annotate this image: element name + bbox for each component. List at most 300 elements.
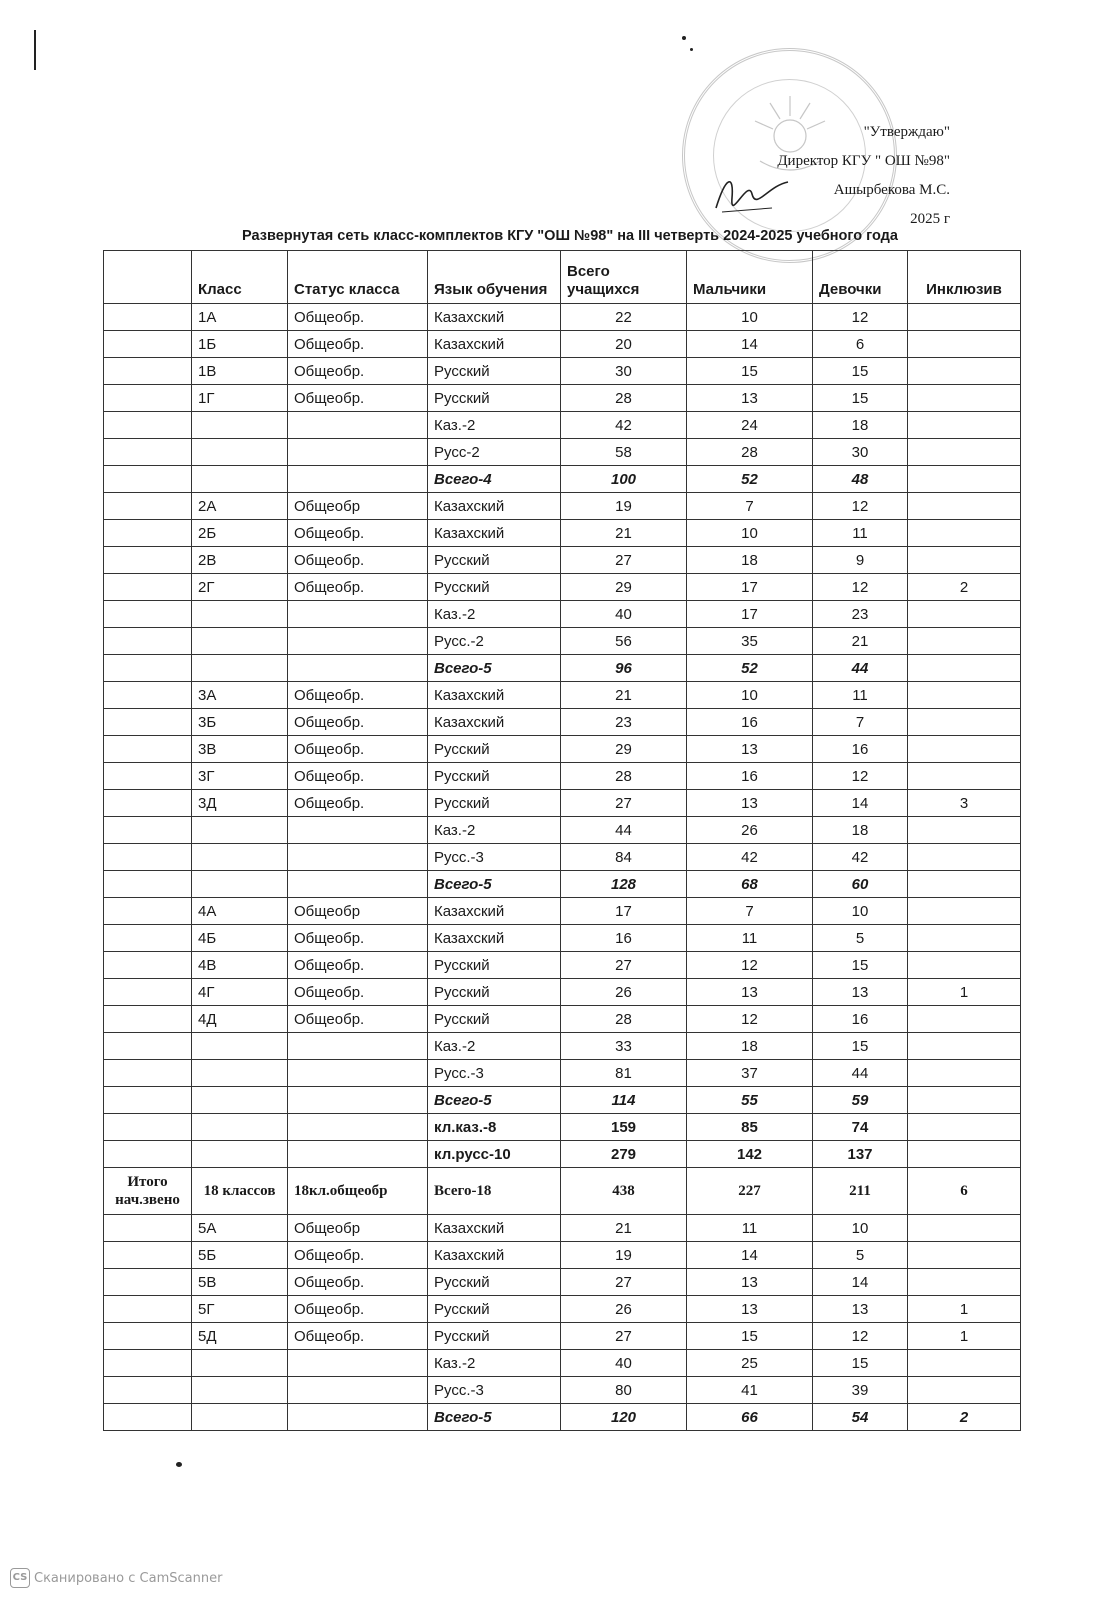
table-row (104, 466, 1021, 493)
language-cell: Русский (428, 736, 561, 763)
status-cell: Общеобр. (288, 385, 428, 412)
status-cell: Общеобр. (288, 574, 428, 601)
class-cell: 1А (192, 304, 288, 331)
girls-cell: 54 (813, 1404, 908, 1431)
table-row (104, 628, 1021, 655)
total-cell: 27 (561, 952, 687, 979)
blank-cell (104, 1377, 192, 1404)
girls-cell: 16 (813, 736, 908, 763)
girls-cell: 48 (813, 466, 908, 493)
language-cell: Русс.-3 (428, 1377, 561, 1404)
inclusive-cell (908, 547, 1021, 574)
table-row (104, 385, 1021, 412)
class-cell: 4Б (192, 925, 288, 952)
inclusive-cell (908, 520, 1021, 547)
boys-cell: 12 (687, 952, 813, 979)
total-cell: 100 (561, 466, 687, 493)
inclusive-cell (908, 358, 1021, 385)
inclusive-cell (908, 655, 1021, 682)
inclusive-cell (908, 952, 1021, 979)
blank-cell (104, 925, 192, 952)
boys-cell: 15 (687, 358, 813, 385)
language-cell: Казахский (428, 520, 561, 547)
approval-heading: "Утверждаю" (863, 124, 950, 140)
boys-cell: 37 (687, 1060, 813, 1087)
total-cell: 279 (561, 1141, 687, 1168)
class-cell (192, 412, 288, 439)
itogo-girls: 211 (813, 1168, 908, 1215)
header-girls: Девочки (813, 251, 908, 304)
blank-cell (104, 1242, 192, 1269)
girls-cell: 12 (813, 493, 908, 520)
class-cell: 4В (192, 952, 288, 979)
language-cell: Всего-5 (428, 1404, 561, 1431)
boys-cell: 14 (687, 331, 813, 358)
class-cell (192, 1404, 288, 1431)
table-row (104, 817, 1021, 844)
table-row (104, 1269, 1021, 1296)
table-row (104, 1114, 1021, 1141)
boys-cell: 25 (687, 1350, 813, 1377)
inclusive-cell (908, 628, 1021, 655)
language-cell: Русский (428, 979, 561, 1006)
language-cell: Каз.-2 (428, 412, 561, 439)
class-cell: 2Г (192, 574, 288, 601)
blank-cell (104, 331, 192, 358)
blank-cell (104, 871, 192, 898)
girls-cell: 74 (813, 1114, 908, 1141)
header-boys: Мальчики (687, 251, 813, 304)
inclusive-cell (908, 844, 1021, 871)
boys-cell: 16 (687, 709, 813, 736)
inclusive-cell (908, 817, 1021, 844)
girls-cell: 10 (813, 1215, 908, 1242)
boys-cell: 13 (687, 1296, 813, 1323)
girls-cell: 14 (813, 790, 908, 817)
total-cell: 21 (561, 1215, 687, 1242)
language-cell: Каз.-2 (428, 1350, 561, 1377)
blank-cell (104, 898, 192, 925)
total-cell: 42 (561, 412, 687, 439)
total-cell: 22 (561, 304, 687, 331)
girls-cell: 13 (813, 1296, 908, 1323)
girls-cell: 15 (813, 1350, 908, 1377)
language-cell: Русский (428, 547, 561, 574)
girls-cell: 15 (813, 1033, 908, 1060)
girls-cell: 59 (813, 1087, 908, 1114)
blank-cell (104, 1215, 192, 1242)
language-cell: Русский (428, 763, 561, 790)
boys-cell: 10 (687, 682, 813, 709)
ink-dot (176, 1462, 182, 1467)
scanner-footer (10, 1568, 222, 1588)
inclusive-cell: 3 (908, 790, 1021, 817)
blank-cell (104, 790, 192, 817)
table-row (104, 952, 1021, 979)
table-row (104, 304, 1021, 331)
class-cell: 5В (192, 1269, 288, 1296)
girls-cell: 137 (813, 1141, 908, 1168)
blank-cell (104, 1350, 192, 1377)
status-cell: Общеобр. (288, 979, 428, 1006)
language-cell: Казахский (428, 331, 561, 358)
language-cell: Казахский (428, 682, 561, 709)
class-cell (192, 439, 288, 466)
total-cell: 23 (561, 709, 687, 736)
blank-cell (104, 655, 192, 682)
boys-cell: 17 (687, 601, 813, 628)
girls-cell: 23 (813, 601, 908, 628)
girls-cell: 11 (813, 520, 908, 547)
total-cell: 81 (561, 1060, 687, 1087)
class-cell: 2А (192, 493, 288, 520)
blank-cell (104, 466, 192, 493)
boys-cell: 18 (687, 1033, 813, 1060)
status-cell: Общеобр. (288, 763, 428, 790)
table-row (104, 763, 1021, 790)
class-cell: 5Г (192, 1296, 288, 1323)
status-cell (288, 1033, 428, 1060)
inclusive-cell: 1 (908, 1296, 1021, 1323)
total-cell: 96 (561, 655, 687, 682)
language-cell: Русс-2 (428, 439, 561, 466)
table-row (104, 736, 1021, 763)
language-cell: Русский (428, 1323, 561, 1350)
status-cell: Общеобр. (288, 682, 428, 709)
blank-cell (104, 547, 192, 574)
inclusive-cell (908, 1242, 1021, 1269)
total-cell: 29 (561, 736, 687, 763)
approval-position: Директор КГУ " ОШ №98" (777, 153, 950, 169)
inclusive-cell (908, 1215, 1021, 1242)
total-cell: 27 (561, 1323, 687, 1350)
total-cell: 17 (561, 898, 687, 925)
table-row (104, 574, 1021, 601)
table-row (104, 1404, 1021, 1431)
language-cell: Русский (428, 1006, 561, 1033)
blank-cell (104, 574, 192, 601)
language-cell: Всего-4 (428, 466, 561, 493)
language-cell: Русский (428, 790, 561, 817)
girls-cell: 21 (813, 628, 908, 655)
inclusive-cell (908, 1060, 1021, 1087)
boys-cell: 7 (687, 493, 813, 520)
language-cell: Казахский (428, 1242, 561, 1269)
class-cell: 1В (192, 358, 288, 385)
class-cell (192, 1060, 288, 1087)
inclusive-cell (908, 898, 1021, 925)
class-cell (192, 1114, 288, 1141)
status-cell: Общеобр (288, 1215, 428, 1242)
language-cell: Русский (428, 358, 561, 385)
status-cell (288, 1350, 428, 1377)
class-cell (192, 1087, 288, 1114)
language-cell: Русский (428, 574, 561, 601)
class-cell (192, 871, 288, 898)
girls-cell: 9 (813, 547, 908, 574)
girls-cell: 5 (813, 1242, 908, 1269)
blank-cell (104, 1114, 192, 1141)
girls-cell: 15 (813, 358, 908, 385)
girls-cell: 5 (813, 925, 908, 952)
boys-cell: 15 (687, 1323, 813, 1350)
boys-cell: 28 (687, 439, 813, 466)
boys-cell: 24 (687, 412, 813, 439)
header-class: Класс (192, 251, 288, 304)
class-cell: 4Г (192, 979, 288, 1006)
boys-cell: 12 (687, 1006, 813, 1033)
status-cell: Общеобр. (288, 1323, 428, 1350)
inclusive-cell (908, 763, 1021, 790)
status-cell: Общеобр. (288, 1006, 428, 1033)
girls-cell: 39 (813, 1377, 908, 1404)
girls-cell: 12 (813, 763, 908, 790)
inclusive-cell: 1 (908, 979, 1021, 1006)
language-cell: Русский (428, 1296, 561, 1323)
status-cell: Общеобр. (288, 331, 428, 358)
class-cell (192, 1033, 288, 1060)
inclusive-cell (908, 1033, 1021, 1060)
total-cell: 21 (561, 520, 687, 547)
language-cell: Казахский (428, 925, 561, 952)
status-cell: Общеобр. (288, 304, 428, 331)
boys-cell: 13 (687, 385, 813, 412)
girls-cell: 15 (813, 385, 908, 412)
boys-cell: 13 (687, 1269, 813, 1296)
girls-cell: 16 (813, 1006, 908, 1033)
class-cell (192, 601, 288, 628)
class-cell: 2В (192, 547, 288, 574)
table-row (104, 1033, 1021, 1060)
status-cell: Общеобр. (288, 1242, 428, 1269)
language-cell: кл.каз.-8 (428, 1114, 561, 1141)
total-cell: 120 (561, 1404, 687, 1431)
status-cell: Общеобр. (288, 952, 428, 979)
inclusive-cell (908, 439, 1021, 466)
total-cell: 29 (561, 574, 687, 601)
total-cell: 21 (561, 682, 687, 709)
girls-cell: 12 (813, 304, 908, 331)
blank-cell (104, 1060, 192, 1087)
inclusive-cell (908, 1377, 1021, 1404)
class-cell: 3А (192, 682, 288, 709)
inclusive-cell (908, 871, 1021, 898)
margin-mark (34, 30, 36, 70)
girls-cell: 7 (813, 709, 908, 736)
inclusive-cell: 2 (908, 1404, 1021, 1431)
boys-cell: 26 (687, 817, 813, 844)
boys-cell: 52 (687, 466, 813, 493)
blank-cell (104, 1033, 192, 1060)
boys-cell: 17 (687, 574, 813, 601)
class-cell: 5А (192, 1215, 288, 1242)
inclusive-cell (908, 1350, 1021, 1377)
class-cell: 2Б (192, 520, 288, 547)
blank-cell (104, 682, 192, 709)
itogo-row (104, 1168, 1021, 1215)
blank-cell (104, 385, 192, 412)
total-cell: 28 (561, 385, 687, 412)
inclusive-cell (908, 1006, 1021, 1033)
total-cell: 26 (561, 1296, 687, 1323)
boys-cell: 7 (687, 898, 813, 925)
girls-cell: 12 (813, 574, 908, 601)
inclusive-cell: 1 (908, 1323, 1021, 1350)
inclusive-cell (908, 493, 1021, 520)
language-cell: Казахский (428, 493, 561, 520)
table-row (104, 331, 1021, 358)
inclusive-cell (908, 466, 1021, 493)
class-cell (192, 628, 288, 655)
status-cell (288, 844, 428, 871)
table-row (104, 979, 1021, 1006)
status-cell (288, 655, 428, 682)
inclusive-cell (908, 736, 1021, 763)
inclusive-cell (908, 1141, 1021, 1168)
blank-cell (104, 493, 192, 520)
girls-cell: 14 (813, 1269, 908, 1296)
camscanner-logo-icon: CS (10, 1568, 30, 1588)
language-cell: Всего-5 (428, 655, 561, 682)
blank-cell (104, 439, 192, 466)
language-cell: кл.русс-10 (428, 1141, 561, 1168)
boys-cell: 42 (687, 844, 813, 871)
status-cell: Общеобр. (288, 709, 428, 736)
total-cell: 28 (561, 763, 687, 790)
total-cell: 26 (561, 979, 687, 1006)
class-cell: 4А (192, 898, 288, 925)
total-cell: 56 (561, 628, 687, 655)
table-row (104, 709, 1021, 736)
class-cell: 4Д (192, 1006, 288, 1033)
inclusive-cell (908, 412, 1021, 439)
total-cell: 16 (561, 925, 687, 952)
ink-dot (682, 36, 686, 40)
boys-cell: 68 (687, 871, 813, 898)
blank-cell (104, 952, 192, 979)
total-cell: 80 (561, 1377, 687, 1404)
status-cell (288, 1404, 428, 1431)
girls-cell: 6 (813, 331, 908, 358)
language-cell: Всего-5 (428, 1087, 561, 1114)
status-cell: Общеобр (288, 898, 428, 925)
blank-cell (104, 1087, 192, 1114)
total-cell: 27 (561, 790, 687, 817)
inclusive-cell (908, 1269, 1021, 1296)
itogo-status: 18кл.общеобр (288, 1168, 428, 1215)
boys-cell: 85 (687, 1114, 813, 1141)
status-cell: Общеобр. (288, 925, 428, 952)
blank-cell (104, 817, 192, 844)
girls-cell: 12 (813, 1323, 908, 1350)
language-cell: Русский (428, 952, 561, 979)
total-cell: 33 (561, 1033, 687, 1060)
status-cell: Общеобр. (288, 790, 428, 817)
blank-cell (104, 1404, 192, 1431)
blank-cell (104, 1141, 192, 1168)
girls-cell: 13 (813, 979, 908, 1006)
girls-cell: 18 (813, 817, 908, 844)
class-cell: 1Б (192, 331, 288, 358)
boys-cell: 11 (687, 925, 813, 952)
blank-cell (104, 763, 192, 790)
girls-cell: 30 (813, 439, 908, 466)
blank-cell (104, 304, 192, 331)
table-row (104, 1060, 1021, 1087)
language-cell: Казахский (428, 1215, 561, 1242)
header-total: Всего учащихся (561, 251, 687, 304)
girls-cell: 42 (813, 844, 908, 871)
table-row (104, 601, 1021, 628)
boys-cell: 41 (687, 1377, 813, 1404)
header-blank (104, 251, 192, 304)
status-cell: Общеобр. (288, 736, 428, 763)
inclusive-cell (908, 385, 1021, 412)
class-cell (192, 655, 288, 682)
itogo-class-count: 18 классов (192, 1168, 288, 1215)
blank-cell (104, 709, 192, 736)
boys-cell: 35 (687, 628, 813, 655)
class-cell: 3В (192, 736, 288, 763)
language-cell: Русский (428, 1269, 561, 1296)
class-cell (192, 1350, 288, 1377)
scanner-footer-text: Сканировано с CamScanner (34, 1570, 223, 1586)
class-cell: 1Г (192, 385, 288, 412)
total-cell: 44 (561, 817, 687, 844)
boys-cell: 10 (687, 304, 813, 331)
table-row (104, 925, 1021, 952)
table-row (104, 1296, 1021, 1323)
header-status: Статус класса (288, 251, 428, 304)
total-cell: 159 (561, 1114, 687, 1141)
blank-cell (104, 1006, 192, 1033)
inclusive-cell (908, 331, 1021, 358)
language-cell: Каз.-2 (428, 1033, 561, 1060)
blank-cell (104, 1269, 192, 1296)
status-cell (288, 1114, 428, 1141)
table-row (104, 1242, 1021, 1269)
boys-cell: 52 (687, 655, 813, 682)
boys-cell: 18 (687, 547, 813, 574)
director-signature (712, 168, 792, 218)
blank-cell (104, 979, 192, 1006)
language-cell: Казахский (428, 898, 561, 925)
header-inclusive: Инклюзив (908, 251, 1021, 304)
approval-name: Ашырбекова М.С. (833, 182, 950, 198)
table-header-row (104, 251, 1021, 304)
status-cell (288, 1377, 428, 1404)
status-cell: Общеобр. (288, 1296, 428, 1323)
table-row (104, 790, 1021, 817)
table-row (104, 871, 1021, 898)
status-cell (288, 1087, 428, 1114)
itogo-inclusive: 6 (908, 1168, 1021, 1215)
table-row (104, 844, 1021, 871)
total-cell: 114 (561, 1087, 687, 1114)
status-cell (288, 601, 428, 628)
boys-cell: 55 (687, 1087, 813, 1114)
class-cell: 5Д (192, 1323, 288, 1350)
table-row (104, 1006, 1021, 1033)
status-cell: Общеобр. (288, 1269, 428, 1296)
table-row (104, 1215, 1021, 1242)
status-cell (288, 466, 428, 493)
status-cell (288, 412, 428, 439)
class-cell (192, 844, 288, 871)
blank-cell (104, 601, 192, 628)
status-cell (288, 439, 428, 466)
header-language: Язык обучения (428, 251, 561, 304)
